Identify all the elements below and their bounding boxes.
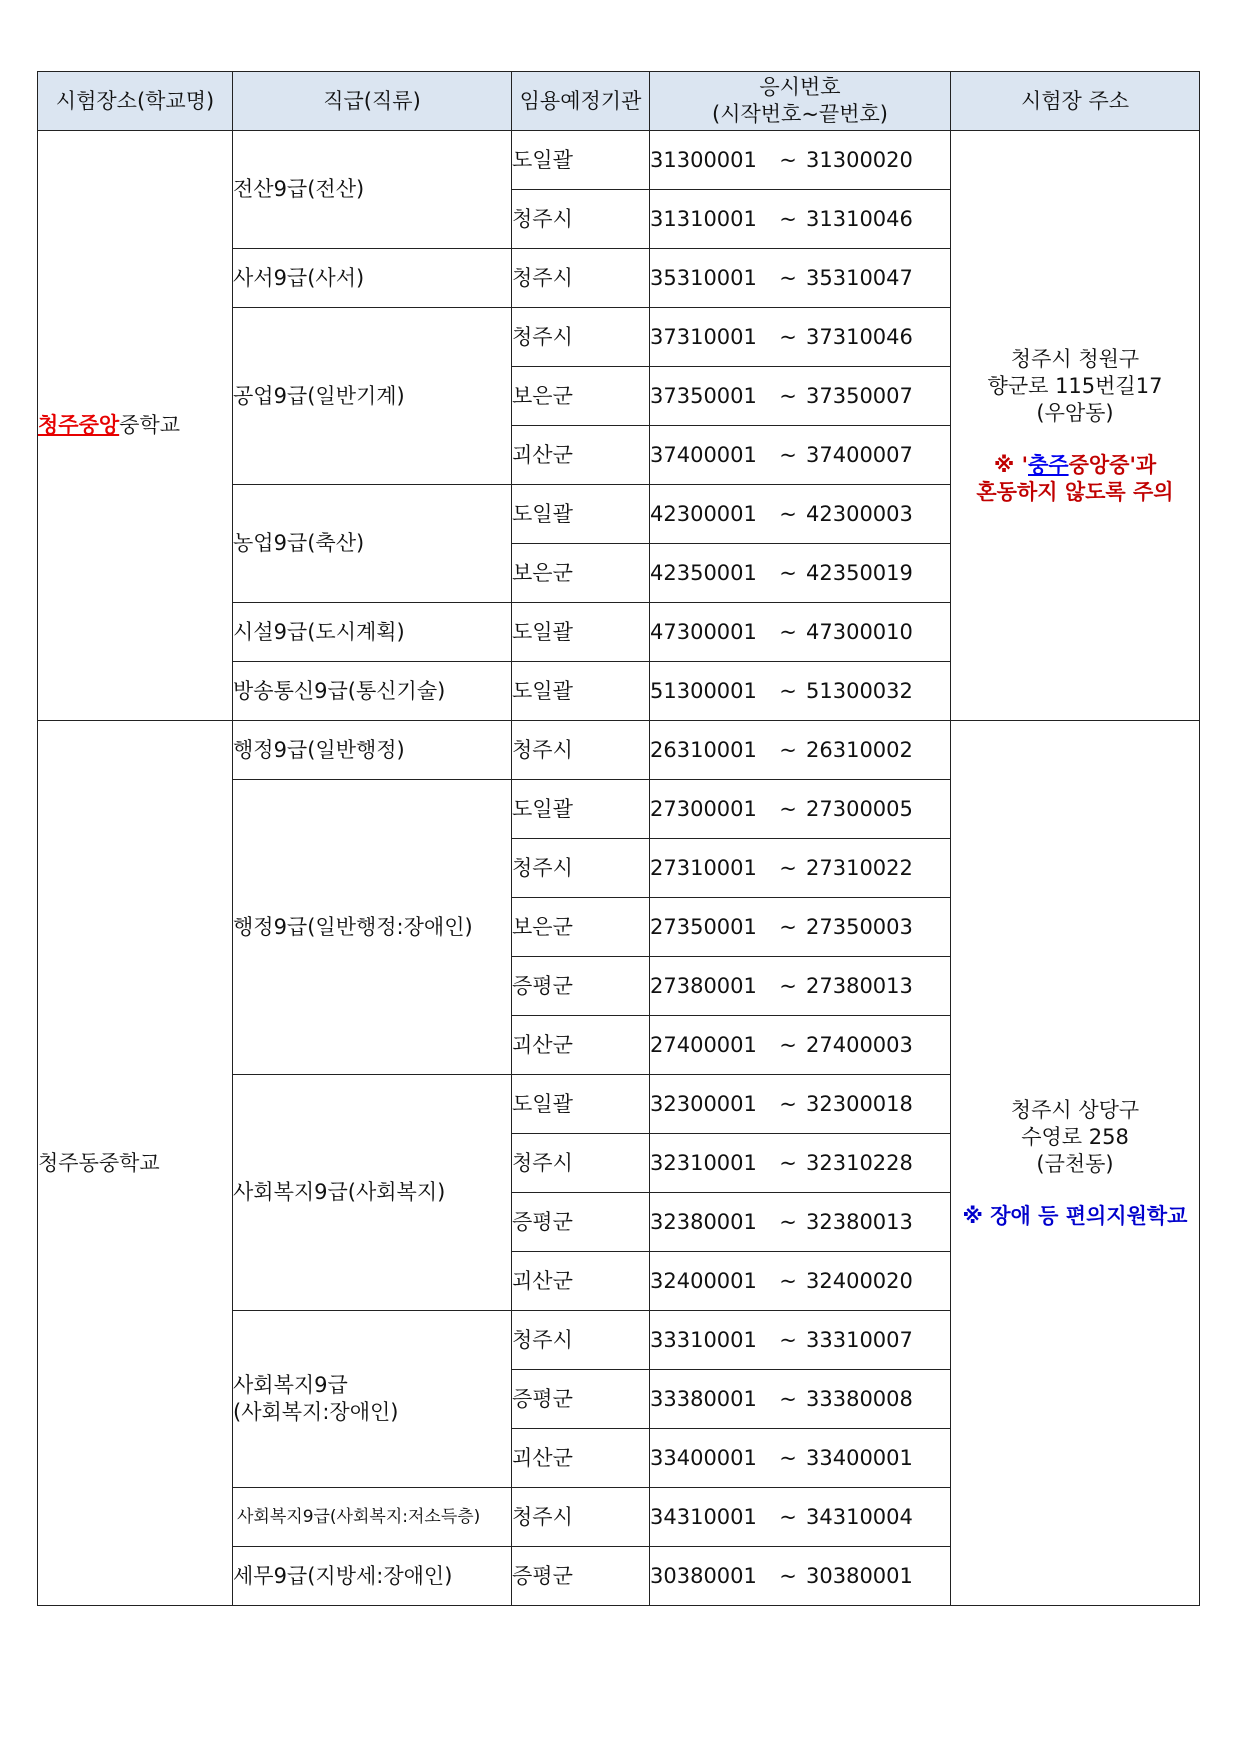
agency-cell: 도일괄 [512, 485, 650, 544]
number-range [650, 1075, 951, 1134]
address-cell-school1 [951, 131, 1200, 721]
number-end: 37400007 [806, 442, 913, 467]
tilde: ~ [779, 501, 797, 526]
number-range [650, 485, 951, 544]
tilde: ~ [779, 1268, 797, 1293]
number-range [650, 839, 951, 898]
agency-cell: 청주시 [512, 1311, 650, 1370]
agency-cell: 청주시 [512, 1488, 650, 1547]
number-start: 51300001 [650, 678, 757, 703]
agency-cell: 괴산군 [512, 1252, 650, 1311]
agency-cell: 청주시 [512, 839, 650, 898]
agency-cell: 청주시 [512, 249, 650, 308]
number-end: 26310002 [806, 737, 913, 762]
number-start: 27350001 [650, 914, 757, 939]
rank-cell: 사회복지9급(사회복지) [233, 1075, 512, 1311]
header-number-line2: (시작번호~끝번호) [712, 102, 888, 126]
address-line: 청주시 청원구 [1010, 346, 1140, 371]
school-name-cheongju-jungang [38, 131, 233, 721]
number-end: 47300010 [806, 619, 913, 644]
agency-cell: 증평군 [512, 957, 650, 1016]
rank-cell: 공업9급(일반기계) [233, 308, 512, 485]
tilde: ~ [779, 265, 797, 290]
number-start: 47300001 [650, 619, 757, 644]
number-range [650, 662, 951, 721]
address-cell-school2 [951, 721, 1200, 1606]
number-range [650, 1488, 951, 1547]
school-name-cheongju-dong: 청주동중학교 [38, 721, 233, 1606]
tilde: ~ [779, 1504, 797, 1529]
number-range [650, 1016, 951, 1075]
rank-cell: 사서9급(사서) [233, 249, 512, 308]
warning-prefix: ※ ' [993, 452, 1028, 477]
number-range [650, 957, 951, 1016]
number-end: 37310046 [806, 324, 913, 349]
number-start: 27300001 [650, 796, 757, 821]
number-range [650, 367, 951, 426]
number-start: 32380001 [650, 1209, 757, 1234]
rank-cell: 행정9급(일반행정:장애인) [233, 780, 512, 1075]
warning-suffix: '과 [1129, 452, 1157, 477]
table-row [38, 721, 1200, 780]
exam-schedule-table [37, 71, 1200, 1606]
number-start: 32310001 [650, 1150, 757, 1175]
address-line: 수영로 258 [1021, 1124, 1129, 1149]
tilde: ~ [779, 1327, 797, 1352]
number-end: 27300005 [806, 796, 913, 821]
number-start: 37310001 [650, 324, 757, 349]
number-start: 42350001 [650, 560, 757, 585]
number-range [650, 1311, 951, 1370]
tilde: ~ [779, 796, 797, 821]
agency-cell: 보은군 [512, 898, 650, 957]
tilde: ~ [779, 560, 797, 585]
warning-middle: 중앙중 [1068, 452, 1130, 477]
number-end: 42300003 [806, 501, 913, 526]
number-start: 26310001 [650, 737, 757, 762]
number-start: 37400001 [650, 442, 757, 467]
tilde: ~ [779, 324, 797, 349]
rank-cell: 사회복지9급(사회복지:저소득층) [233, 1488, 512, 1547]
number-range [650, 1429, 951, 1488]
number-range [650, 190, 951, 249]
rank-line1: 사회복지9급 [233, 1373, 348, 1397]
number-range [650, 1370, 951, 1429]
tilde: ~ [779, 1091, 797, 1116]
school-name-rest: 중학교 [119, 413, 181, 437]
agency-cell: 보은군 [512, 544, 650, 603]
rank-cell: 시설9급(도시계획) [233, 603, 512, 662]
header-number [650, 72, 951, 131]
agency-cell: 괴산군 [512, 426, 650, 485]
number-start: 37350001 [650, 383, 757, 408]
number-end: 32300018 [806, 1091, 913, 1116]
number-end: 33380008 [806, 1386, 913, 1411]
agency-cell: 도일괄 [512, 603, 650, 662]
number-start: 33380001 [650, 1386, 757, 1411]
agency-cell: 증평군 [512, 1547, 650, 1606]
number-end: 51300032 [806, 678, 913, 703]
accessibility-note: ※ 장애 등 편의지원학교 [962, 1203, 1188, 1228]
number-start: 35310001 [650, 265, 757, 290]
number-end: 37350007 [806, 383, 913, 408]
rank-cell: 전산9급(전산) [233, 131, 512, 249]
rank-cell: 세무9급(지방세:장애인) [233, 1547, 512, 1606]
number-end: 27380013 [806, 973, 913, 998]
agency-cell: 도일괄 [512, 1075, 650, 1134]
number-end: 32310228 [806, 1150, 913, 1175]
header-number-line1: 응시번호 [759, 75, 841, 99]
agency-cell: 괴산군 [512, 1016, 650, 1075]
agency-cell: 증평군 [512, 1370, 650, 1429]
tilde: ~ [779, 1150, 797, 1175]
number-end: 34310004 [806, 1504, 913, 1529]
number-end: 32380013 [806, 1209, 913, 1234]
address-line: 청주시 상당구 [1010, 1097, 1140, 1122]
agency-cell: 청주시 [512, 721, 650, 780]
number-end: 33310007 [806, 1327, 913, 1352]
tilde: ~ [779, 1209, 797, 1234]
number-end: 35310047 [806, 265, 913, 290]
number-range [650, 426, 951, 485]
confusion-warning [951, 452, 1199, 479]
number-range [650, 721, 951, 780]
tilde: ~ [779, 914, 797, 939]
number-range [650, 780, 951, 839]
number-range [650, 544, 951, 603]
number-range [650, 1252, 951, 1311]
agency-cell: 청주시 [512, 308, 650, 367]
number-end: 30380001 [806, 1563, 913, 1588]
number-start: 32300001 [650, 1091, 757, 1116]
number-range [650, 603, 951, 662]
number-start: 31310001 [650, 206, 757, 231]
number-end: 27310022 [806, 855, 913, 880]
tilde: ~ [779, 855, 797, 880]
tilde: ~ [779, 147, 797, 172]
tilde: ~ [779, 1386, 797, 1411]
number-start: 32400001 [650, 1268, 757, 1293]
warning-line2: 혼동하지 않도록 주의 [976, 479, 1174, 504]
tilde: ~ [779, 678, 797, 703]
agency-cell: 도일괄 [512, 662, 650, 721]
number-end: 31300020 [806, 147, 913, 172]
number-start: 33400001 [650, 1445, 757, 1470]
table-row [38, 131, 1200, 190]
agency-cell: 도일괄 [512, 780, 650, 839]
tilde: ~ [779, 383, 797, 408]
number-range [650, 1134, 951, 1193]
header-school: 시험장소(학교명) [38, 72, 233, 131]
agency-cell: 괴산군 [512, 1429, 650, 1488]
tilde: ~ [779, 1032, 797, 1057]
agency-cell: 증평군 [512, 1193, 650, 1252]
rank-cell: 농업9급(축산) [233, 485, 512, 603]
rank-cell: 행정9급(일반행정) [233, 721, 512, 780]
number-start: 31300001 [650, 147, 757, 172]
number-range [650, 131, 951, 190]
number-range [650, 898, 951, 957]
rank-line2: (사회복지:장애인) [233, 1400, 399, 1424]
header-rank: 직급(직류) [233, 72, 512, 131]
tilde: ~ [779, 1563, 797, 1588]
number-start: 30380001 [650, 1563, 757, 1588]
rank-cell: 방송통신9급(통신기술) [233, 662, 512, 721]
number-end: 33400001 [806, 1445, 913, 1470]
number-range [650, 308, 951, 367]
number-range [650, 1193, 951, 1252]
number-start: 27310001 [650, 855, 757, 880]
number-end: 32400020 [806, 1268, 913, 1293]
agency-cell: 보은군 [512, 367, 650, 426]
tilde: ~ [779, 1445, 797, 1470]
number-range [650, 249, 951, 308]
agency-cell: 도일괄 [512, 131, 650, 190]
header-row [38, 72, 1200, 131]
tilde: ~ [779, 619, 797, 644]
number-end: 42350019 [806, 560, 913, 585]
rank-cell [233, 1311, 512, 1488]
number-end: 27400003 [806, 1032, 913, 1057]
tilde: ~ [779, 206, 797, 231]
address-line: (금천동) [1036, 1151, 1114, 1176]
header-agency: 임용예정기관 [512, 72, 650, 131]
warning-blue-part: 충주 [1028, 452, 1069, 477]
tilde: ~ [779, 442, 797, 467]
agency-cell: 청주시 [512, 190, 650, 249]
tilde: ~ [779, 737, 797, 762]
address-line: (우암동) [1036, 400, 1114, 425]
number-start: 33310001 [650, 1327, 757, 1352]
number-start: 42300001 [650, 501, 757, 526]
number-start: 34310001 [650, 1504, 757, 1529]
header-address: 시험장 주소 [951, 72, 1200, 131]
number-end: 27350003 [806, 914, 913, 939]
number-start: 27400001 [650, 1032, 757, 1057]
tilde: ~ [779, 973, 797, 998]
number-start: 27380001 [650, 973, 757, 998]
number-range [650, 1547, 951, 1606]
school-name-highlight: 청주중앙 [38, 413, 120, 437]
agency-cell: 청주시 [512, 1134, 650, 1193]
number-end: 31310046 [806, 206, 913, 231]
address-line: 향군로 115번길17 [987, 373, 1163, 398]
